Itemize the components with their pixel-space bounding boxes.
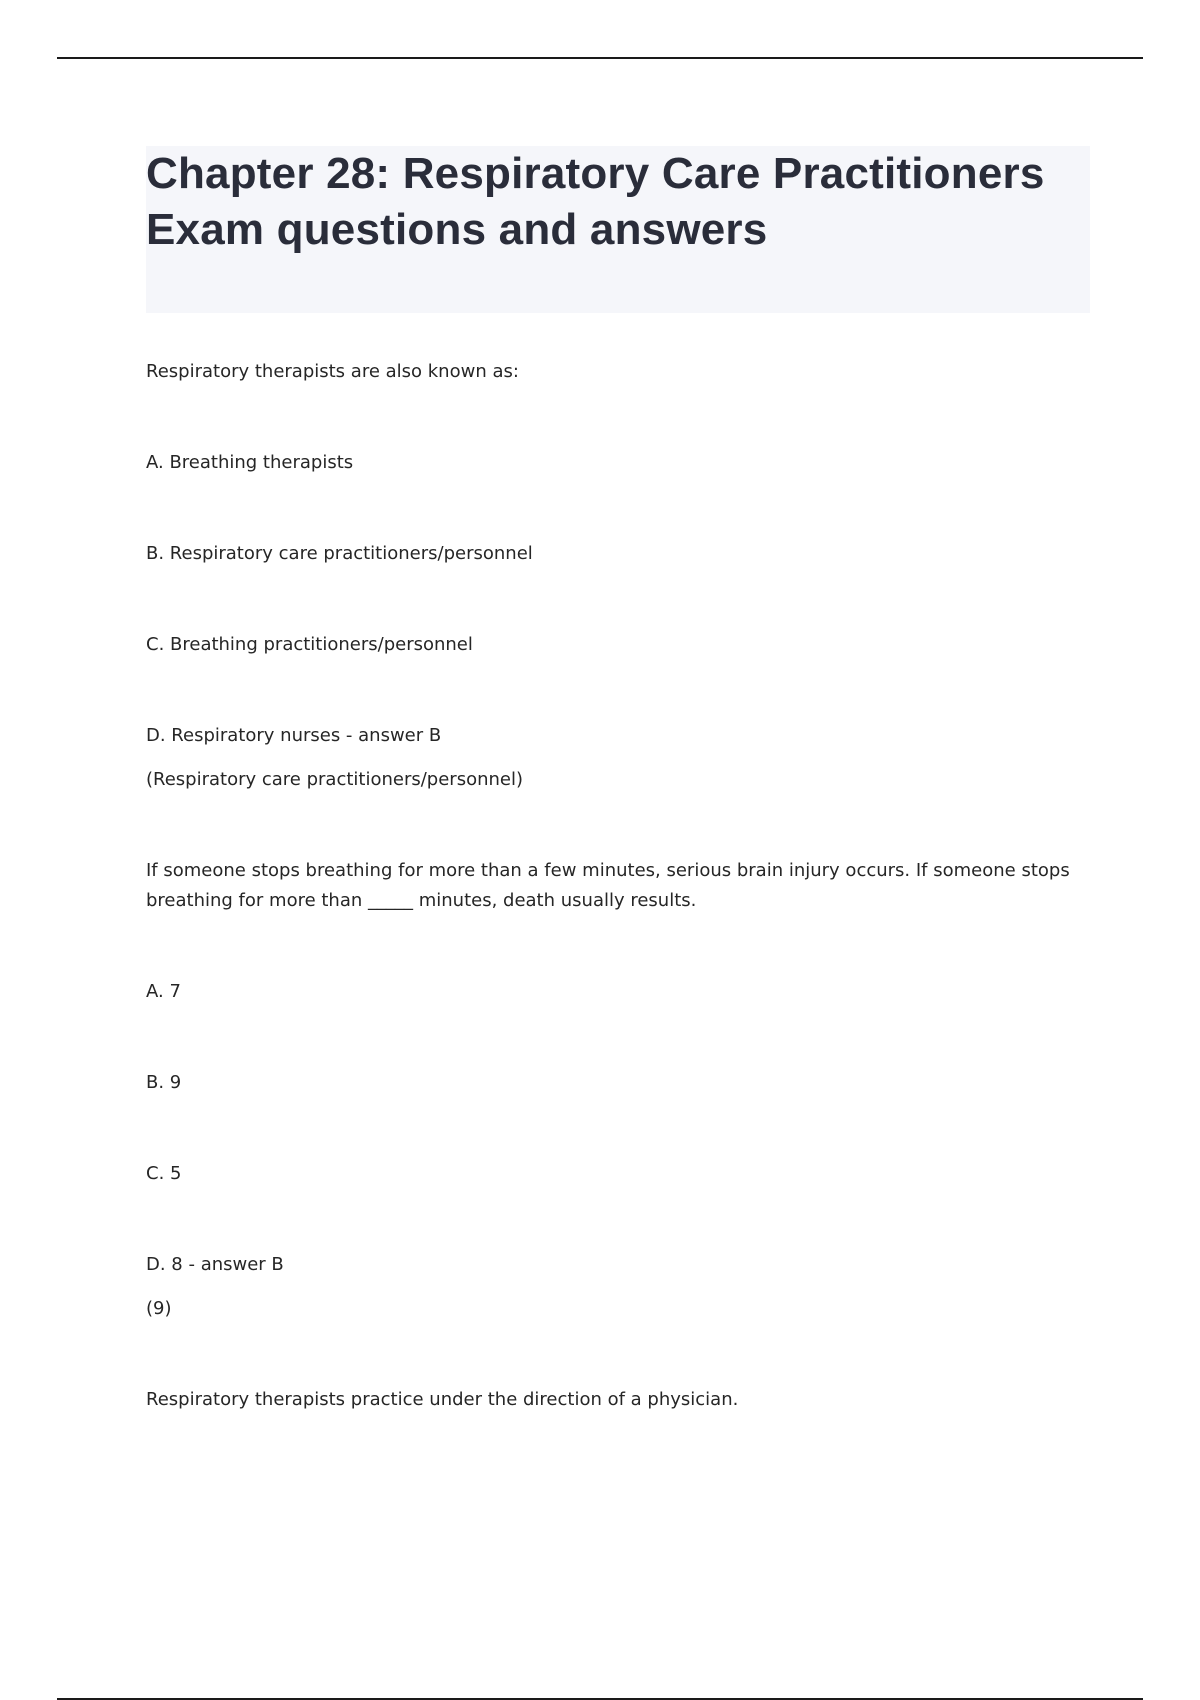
q1-explanation: (Respiratory care practitioners/personnel) [146,769,524,790]
q1-option-a: A. Breathing therapists [146,452,354,473]
top-rule [57,57,1143,59]
q1-option-d: D. Respiratory nurses - answer B [146,725,442,746]
q2-option-c: C. 5 [146,1163,182,1184]
title-block [146,146,1090,313]
q1-option-c: C. Breathing practitioners/personnel [146,634,473,655]
question-3: Respiratory therapists practice under the direction of a physician. [146,1389,739,1410]
q1-option-b: B. Respiratory care practitioners/personnel [146,543,533,564]
q2-explanation: (9) [146,1298,172,1319]
question-2: If someone stops breathing for more than a few minutes, serious brain injury occurs. If someone stops breathing for more than _____ minutes, death usually results. [146,860,1070,911]
page-title: Chapter 28: Respiratory Care Practitioners Exam questions and answers [146,149,1045,254]
q2-option-a: A. 7 [146,981,181,1002]
q2-option-b: B. 9 [146,1072,182,1093]
question-1: Respiratory therapists are also known as: [146,361,519,382]
q2-option-d: D. 8 - answer B [146,1254,284,1275]
